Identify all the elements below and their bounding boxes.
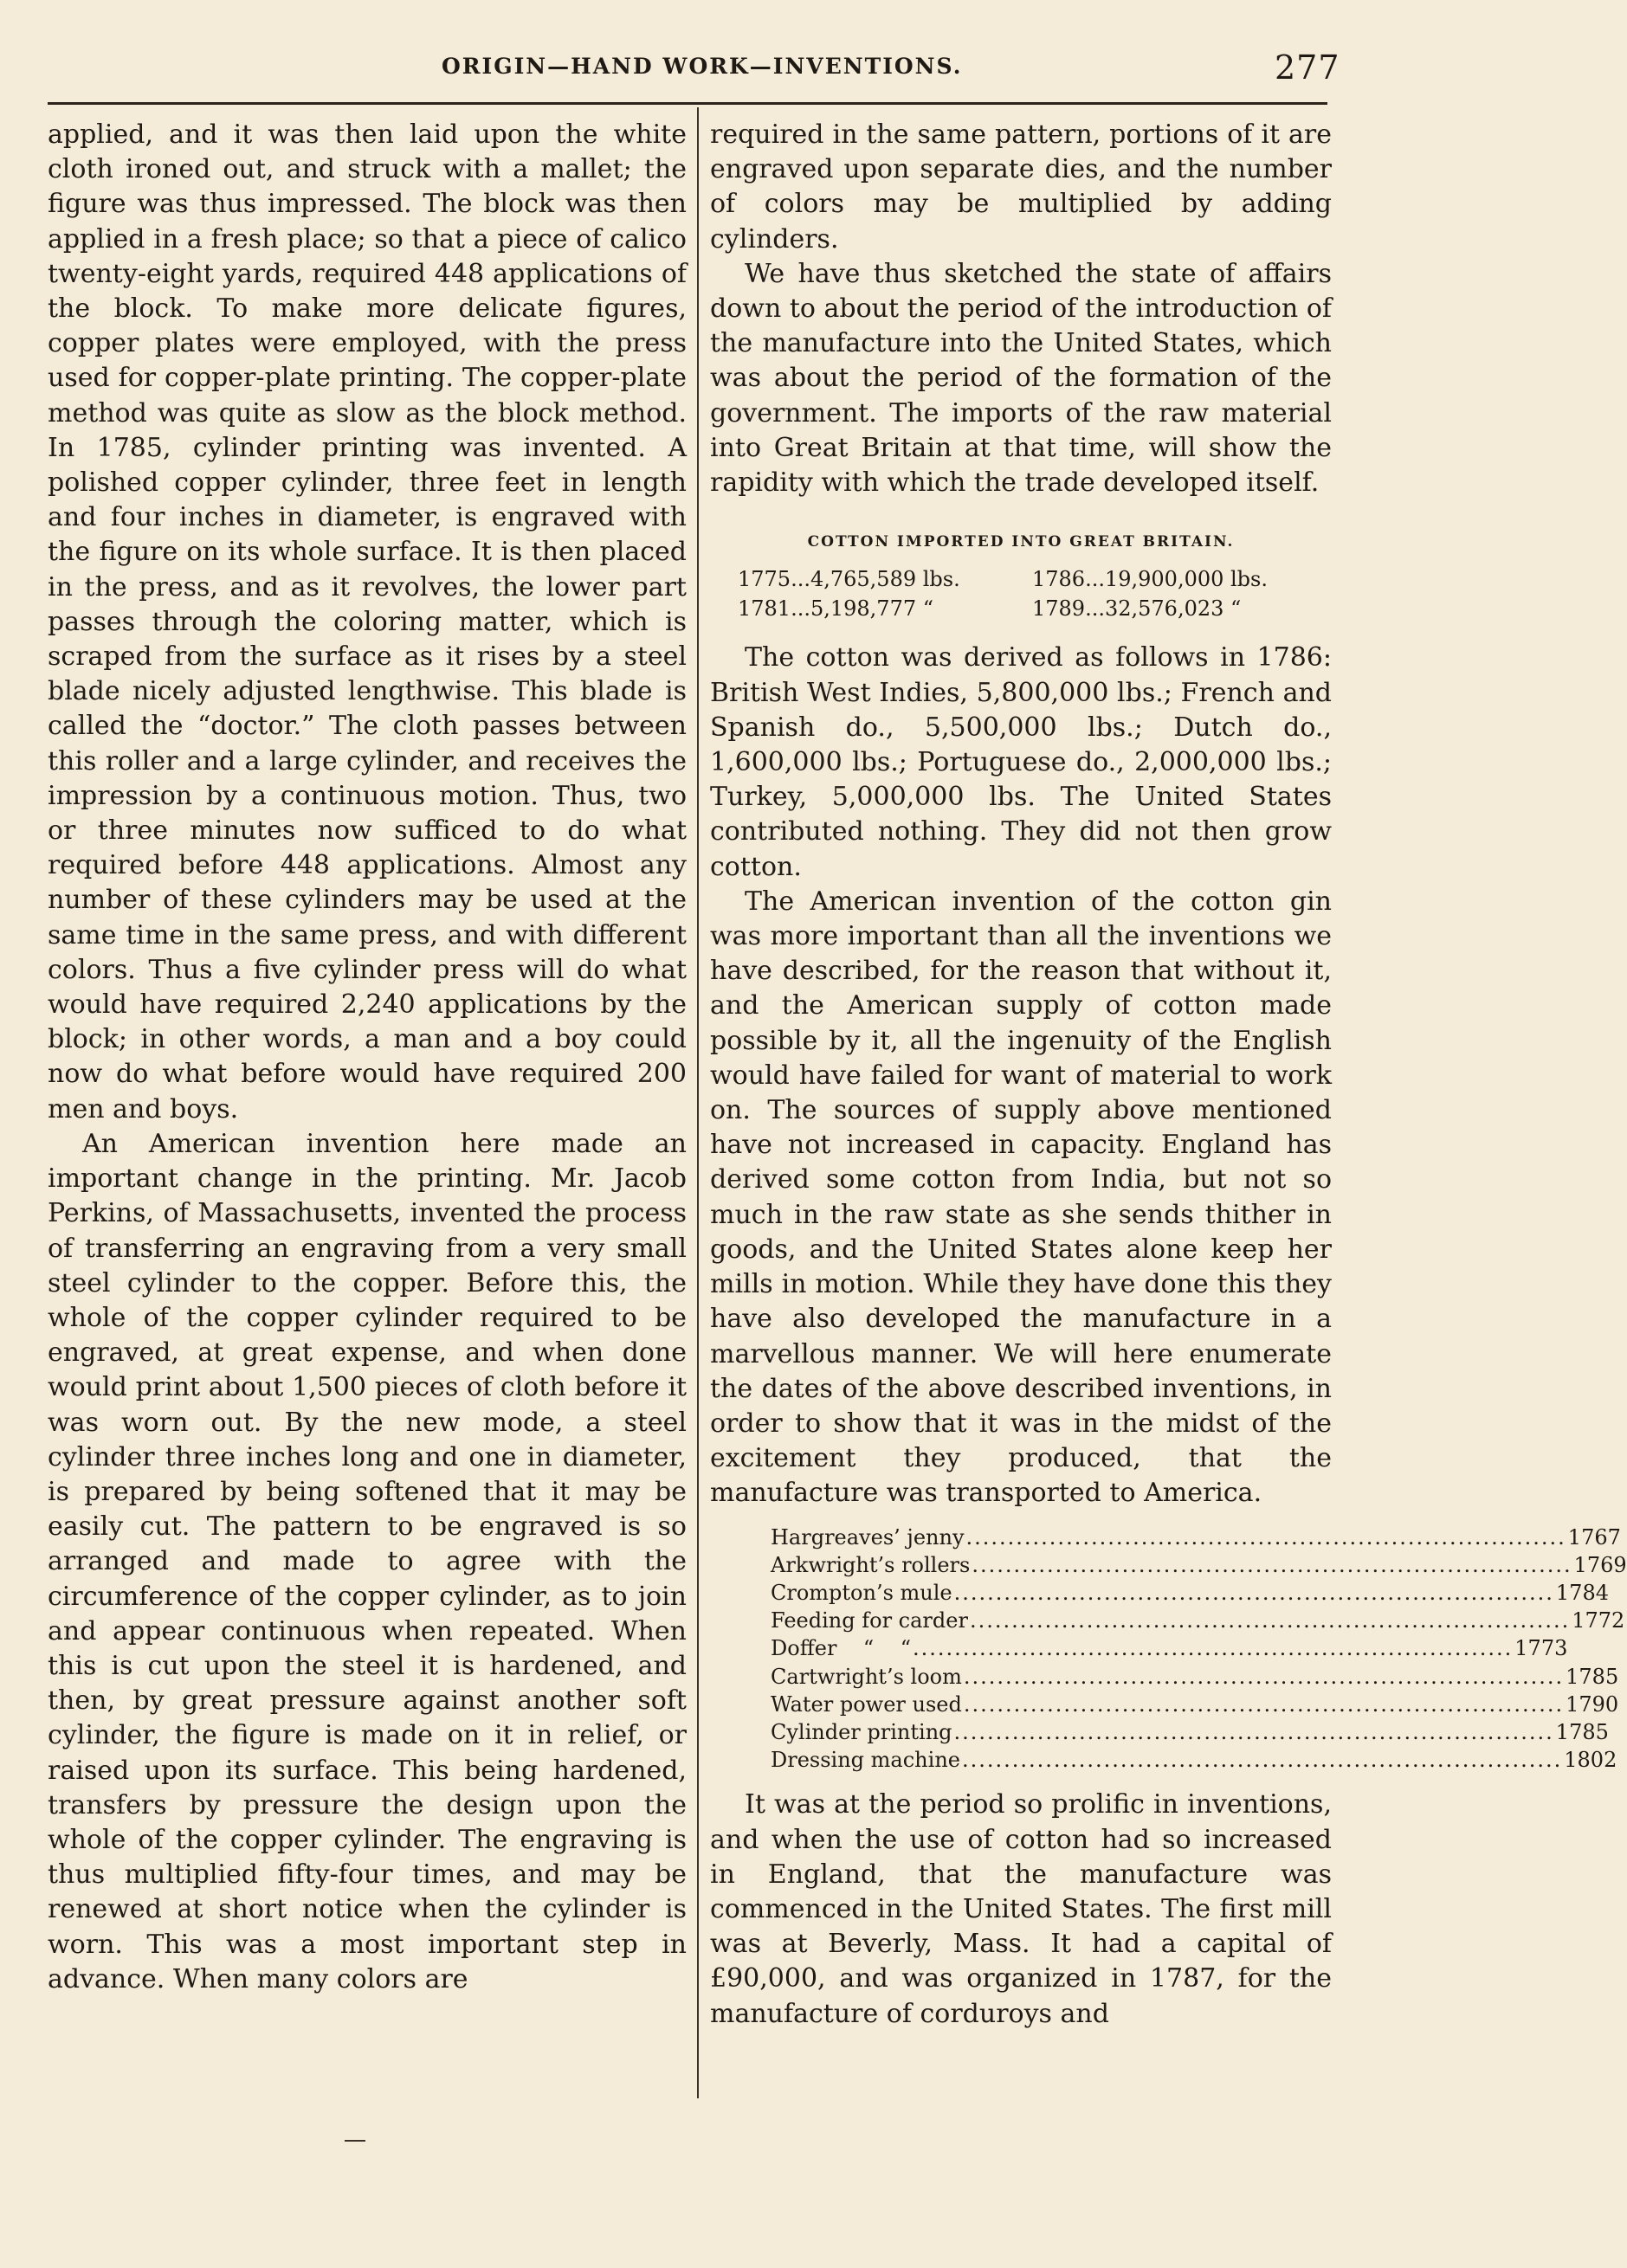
right-paragraph-4: The American invention of the cotton gin was more important than all the inventions we have described, for the reason that without it, and the American supply of cotton made possible by it, all the ingenuity of the English would have failed for want of material to work on. The sources of supply above mentioned have not increased in capacity. England has derived some cotton from India, but not so much in the raw state as she sends thither in goods, and the United States alone keep her mills in motion. While they have done this they have also developed the manufacture in a marvellous manner. We will here enumerate the dates of the above described inventions, in order to show that it was in the midst of the excitement they produced, that the manufacture was transported to America. (710, 886, 1332, 1509)
invention-year: 1785 (1566, 1664, 1619, 1689)
invention-name: Water power used (771, 1691, 962, 1717)
list-item (771, 1634, 1568, 1662)
leader-dots: ........................................................................ (965, 1524, 1566, 1550)
invention-name: Feeding for carder (771, 1608, 968, 1633)
imports-cell: 1786...19,900,000 lbs. (1032, 567, 1268, 592)
leader-dots: ........................................................................ (953, 1719, 1554, 1744)
invention-year: 1772 (1572, 1608, 1625, 1633)
invention-year: 1802 (1564, 1748, 1617, 1773)
bottom-mark (345, 2140, 365, 2142)
invention-name: Dressing machine (771, 1748, 960, 1773)
invention-name: Cylinder printing (771, 1719, 952, 1744)
left-column (48, 118, 687, 1997)
leader-dots: ........................................................................ (961, 1748, 1563, 1773)
imports-row (738, 564, 1332, 594)
invention-name: Arkwright’s rollers (771, 1552, 971, 1577)
invention-name: Crompton’s mule (771, 1580, 952, 1605)
imports-table-caption: COTTON IMPORTED INTO GREAT BRITAIN. (807, 533, 1235, 551)
header-rule (48, 102, 1327, 105)
imports-cell: 1781...5,198,777 “ (738, 596, 934, 622)
list-item (771, 1718, 1609, 1746)
right-paragraph-3: The cotton was derived as follows in 1786: British West Indies, 5,800,000 lbs.; French and Spanish do., 5,500,000 lbs.; Dutch do., 1,600,000 lbs.; Portuguese do., 2,000,000 lbs.; Turkey, 5,000,000 lbs. The United States contributed nothing. They did not then grow cotton. (710, 642, 1332, 882)
invention-year: 1769 (1573, 1552, 1627, 1577)
page-number: 277 (1275, 48, 1340, 87)
right-paragraph-1: required in the same pattern, portions of it are engraved upon separate dies, and the number of colors may be multiplied by adding cylinders. (710, 119, 1332, 255)
leader-dots: ........................................................................ (953, 1580, 1554, 1605)
list-item (771, 1524, 1621, 1551)
list-item (771, 1607, 1625, 1634)
invention-year: 1773 (1514, 1636, 1568, 1661)
list-item (771, 1579, 1609, 1607)
left-paragraph-1: applied, and it was then laid upon the white cloth ironed out, and struck with a mallet; the figure was thus impressed. The block was then applied in a fresh place; so that a piece of calico twenty-eight yards, required 448 applications of the block. To make more delicate figures, copper plates were employed, with the press used for copper-plate printing. The copper-plate method was quite as slow as the block method. In 1785, cylinder printing was invented. A polished copper cylinder, three feet in length and four inches in diameter, is engraved with the figure on its whole surface. It is then placed in the press, and as it revolves, the lower part passes through the coloring matter, which is scraped from the surface as it rises by a steel blade nicely adjusted lengthwise. This blade is called the “doctor.” The cloth passes between this roller and a large cylinder, and receives the impression by a continuous motion. Thus, two or three minutes now sufficed to do what required before 448 applications. Almost any number of these cylinders may be used at the same time in the same press, and with different colors. Thus a five cylinder press will do what would have required 2,240 applications by the block; in other words, a man and a boy could now do what before would have required 200 men and boys. (48, 119, 687, 1124)
imports-cell: 1775...4,765,589 lbs. (738, 567, 960, 592)
leader-dots: ........................................................................ (963, 1664, 1565, 1689)
list-item (771, 1691, 1619, 1718)
right-column (710, 118, 1627, 2032)
invention-name: Doffer “ “ (771, 1636, 911, 1661)
right-paragraph-2: We have thus sketched the state of affairs down to about the period of the introduction of the manufacture into the United States, which was about the period of the formation of the government. The imports of the raw material into Great Britain at that time, will show the rapidity with which the trade developed itself. (710, 258, 1332, 499)
imports-table (738, 564, 1332, 623)
leader-dots: ........................................................................ (972, 1552, 1572, 1577)
invention-year: 1767 (1567, 1524, 1621, 1550)
column-divider (697, 107, 699, 2098)
left-paragraph-2: An American invention here made an important change in the printing. Mr. Jacob Perkins, of Massachusetts, invented the process of transferring an engraving from a very small steel cylinder to the copper. Before this, the whole of the copper cylinder required to be engraved, at great expense, and when done would print about 1,500 pieces of cloth before it was worn out. By the new mode, a steel cylinder three inches long and one in diameter, is prepared by being softened that it may be easily cut. The pattern to be engraved is so arranged and made to agree with the circumference of the copper cylinder, as to join and appear continuous when repeated. When this is cut upon the steel it is hardened, and then, by great pressure against another soft cylinder, the figure is made on it in relief, or raised upon its surface. This being hardened, transfers by pressure the design upon the whole of the copper cylinder. The engraving is thus multiplied fifty-four times, and may be renewed at short notice when the cylinder is worn. This was a most important step in advance. When many colors are (48, 1128, 687, 1994)
imports-row (738, 594, 1332, 623)
imports-cell: 1789...32,576,023 “ (1032, 596, 1242, 622)
invention-year: 1785 (1555, 1719, 1609, 1744)
right-paragraph-5: It was at the period so prolific in inventions, and when the use of cotton had so increased in England, that the manufacture was commenced in the United States. The first mill was at Beverly, Mass. It had a capital of £90,000, and was organized in 1787, for the manufacture of corduroys and (710, 1789, 1332, 2029)
inventions-list (771, 1524, 1627, 1775)
list-item (771, 1746, 1617, 1774)
leader-dots: ........................................................................ (963, 1691, 1565, 1717)
invention-year: 1784 (1555, 1580, 1609, 1605)
invention-name: Hargreaves’ jenny (771, 1524, 965, 1550)
leader-dots: ........................................................................ (969, 1608, 1571, 1633)
list-item (771, 1663, 1619, 1691)
list-item (771, 1551, 1627, 1579)
invention-year: 1790 (1566, 1691, 1619, 1717)
invention-name: Cartwright’s loom (771, 1664, 962, 1689)
chapter-title: ORIGIN—HAND WORK—INVENTIONS. (442, 54, 963, 79)
running-head (0, 48, 1462, 92)
leader-dots: ........................................................................ (913, 1636, 1514, 1661)
